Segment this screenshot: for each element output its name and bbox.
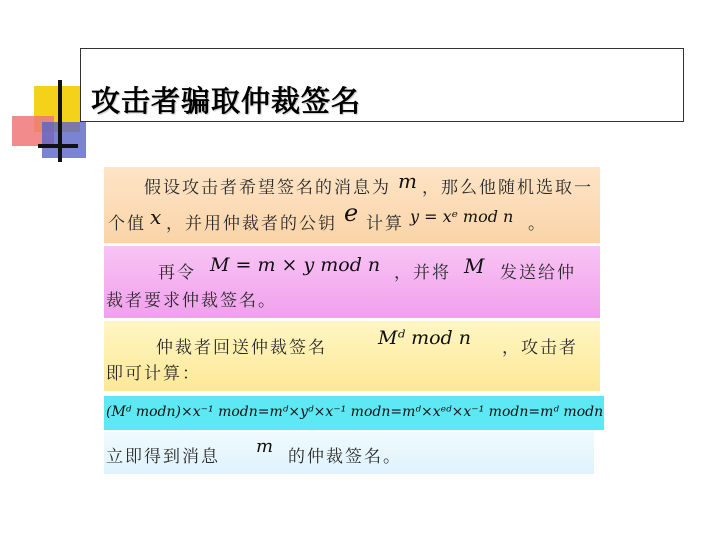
step3-panel	[104, 321, 600, 391]
step1-line1-tail: ，那么他随机选取一	[422, 178, 593, 198]
derivation-equation-panel	[104, 396, 604, 430]
derivation-equation: (Mᵈ modn)×x⁻¹ modn=mᵈ×yᵈ×x⁻¹ modn=mᵈ×xᵉᵈ×x⁻¹ modn=mᵈ modn	[106, 404, 604, 420]
step3-line1-head: 仲裁者回送仲裁签名	[156, 338, 327, 358]
step2-line1-mid: ，并将	[394, 263, 451, 283]
decor-vertical-bar	[58, 80, 62, 162]
step4-var-m: m	[256, 436, 274, 457]
step1-var-m: m	[398, 169, 417, 193]
step1-var-e: e	[344, 199, 359, 227]
step1-line2-calc: 计算	[366, 214, 404, 234]
step1-panel	[104, 167, 600, 243]
step1-var-x: x	[150, 205, 162, 229]
step4-head: 立即得到消息	[106, 447, 220, 467]
step1-line2-end: 。	[528, 214, 547, 234]
step2-var-M: M	[464, 254, 485, 278]
title-frame	[80, 48, 684, 122]
step1-line1-text: 假设攻击者希望签名的消息为	[144, 178, 391, 198]
step2-line2: 裁者要求仲裁签名。	[106, 291, 277, 311]
step3-formula: Mᵈ mod n	[378, 327, 471, 349]
step2-panel	[104, 246, 600, 318]
step3-line2: 即可计算：	[106, 364, 201, 384]
step1-line2-mid: ，并用仲裁者的公钥	[166, 214, 337, 234]
step2-line1-head: 再令	[158, 263, 196, 283]
step2-line1-tail: 发送给仲	[500, 263, 576, 283]
slide-title: 攻击者骗取仲裁签名	[91, 84, 362, 118]
decor-horizontal-bar	[38, 144, 78, 148]
step2-formula: M = m × y mod n	[210, 254, 381, 276]
step4-tail: 的仲裁签名。	[288, 447, 402, 467]
step1-formula: y = xᵉ mod n	[410, 207, 514, 226]
step1-line2-head: 个值	[108, 214, 146, 234]
step3-line1-tail: ，攻击者	[502, 338, 578, 358]
step4-panel	[104, 432, 594, 474]
decor-blue-square	[42, 122, 86, 158]
